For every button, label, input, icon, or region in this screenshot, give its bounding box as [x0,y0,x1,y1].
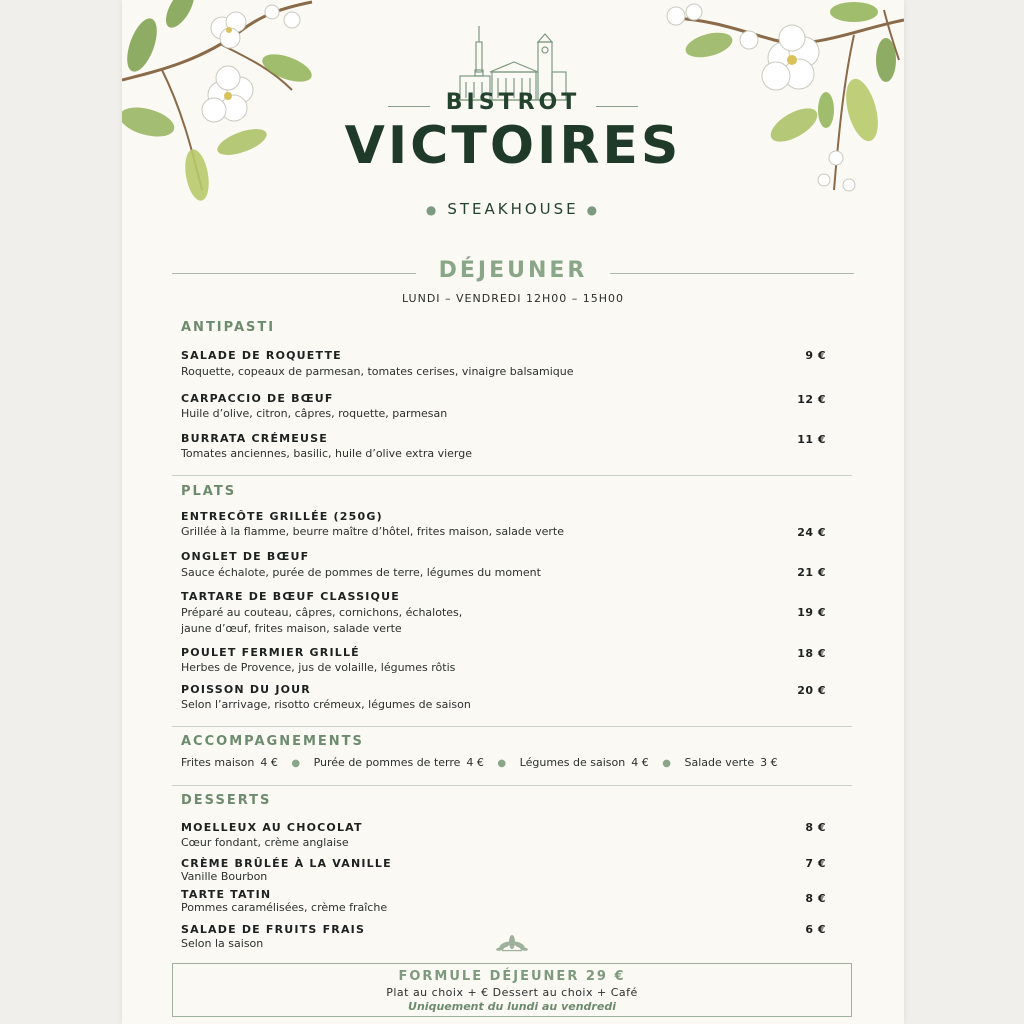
dot-icon: ● [586,203,601,217]
brand-tagline [122,200,904,218]
category-plats: PLATS [181,484,237,499]
item-desc: Grillée à la flamme, beurre maître d’hôtel, frites maison, salade verte [181,525,565,538]
item-name: CRÈME BRÛLÉE À LA VANILLE [181,857,392,870]
item-price: 7 € [805,857,826,870]
item-name: SALADE DE ROQUETTE [181,349,342,362]
item-price: 18 € [797,647,826,660]
formule-note: Uniquement du lundi au vendredi [408,1000,616,1013]
item-desc: Sauce échalote, purée de pommes de terre, légumes du moment [181,566,541,579]
formule-title: FORMULE DÉJEUNER 29 € [398,969,626,984]
side-name: Purée de pommes de terre [313,756,461,769]
item-desc: Huile d’olive, citron, câpres, roquette, parmesan [181,407,448,420]
brand-line3: STEAKHOUSE [447,200,579,218]
brand-line1: BISTROT [445,90,581,115]
item-desc-line2: jaune d’œuf, frites maison, salade verte [181,622,402,635]
side-price: 3 € [760,756,778,769]
item-desc: Pommes caramélisées, crème fraîche [181,901,388,914]
side-price: 4 € [260,756,278,769]
brand-rule-left [388,106,430,107]
item-desc: Herbes de Provence, jus de volaille, légumes rôtis [181,661,456,674]
menu-title: DÉJEUNER [438,258,588,283]
formule-subtitle: Plat au choix + € Dessert au choix + Café [386,986,638,999]
item-desc: Vanille Bourbon [181,870,268,883]
category-accompagnements: ACCOMPAGNEMENTS [181,734,364,749]
dot-icon: ● [291,758,301,769]
menu-page [122,0,904,1024]
menu-title-row [172,258,854,288]
dot-icon: ● [662,758,671,769]
item-price: 24 € [797,526,826,539]
side-price: 4 € [631,756,649,769]
item-price: 8 € [805,821,826,834]
item-desc: Cœur fondant, crème anglaise [181,836,349,849]
sides-list [181,756,778,769]
side-name: Salade verte [684,756,755,769]
item-desc: Roquette, copeaux de parmesan, tomates cerises, vinaigre balsamique [181,365,574,378]
dot-icon: ● [425,203,440,217]
side-name: Frites maison [181,756,255,769]
item-price: 9 € [805,349,826,362]
dot-icon: ● [497,758,507,769]
item-name: TARTARE DE BŒUF CLASSIQUE [181,590,400,603]
formule-box [172,963,852,1017]
item-price: 6 € [805,923,826,936]
item-name: TARTE TATIN [181,888,272,901]
brand-name: VICTOIRES [344,116,682,176]
title-rule-left [172,273,416,274]
item-price: 20 € [797,684,826,697]
section-divider [172,726,852,727]
item-desc: Selon l’arrivage, risotto crémeux, légumes de saison [181,698,471,711]
leaf-flourish-icon [496,934,528,956]
item-name: SALADE DE FRUITS FRAIS [181,923,366,936]
item-price: 8 € [805,892,826,905]
item-name: POISSON DU JOUR [181,683,311,696]
item-name: ONGLET DE BŒUF [181,550,310,563]
title-rule-right [610,273,854,274]
item-desc: Tomates anciennes, basilic, huile d’olive extra vierge [181,447,473,460]
item-desc: Préparé au couteau, câpres, cornichons, échalotes, [181,606,463,619]
item-name: MOELLEUX AU CHOCOLAT [181,821,363,834]
item-name: ENTRECÔTE GRILLÉE (250G) [181,510,383,523]
side-price: 4 € [466,756,484,769]
item-price: 11 € [797,433,826,446]
item-desc: Selon la saison [181,937,264,950]
category-desserts: DESSERTS [181,793,272,808]
item-name: POULET FERMIER GRILLÉ [181,646,360,659]
category-antipasti: ANTIPASTI [181,320,276,335]
menu-hours: LUNDI – VENDREDI 12H00 – 15H00 [401,292,625,305]
item-name: BURRATA CRÉMEUSE [181,432,328,445]
side-name: Légumes de saison [519,756,626,769]
section-divider [172,785,852,786]
item-name: CARPACCIO DE BŒUF [181,392,334,405]
item-price: 21 € [797,566,826,579]
item-price: 19 € [797,606,826,619]
brand-rule-right [596,106,638,107]
item-price: 12 € [797,393,826,406]
section-divider [172,475,852,476]
